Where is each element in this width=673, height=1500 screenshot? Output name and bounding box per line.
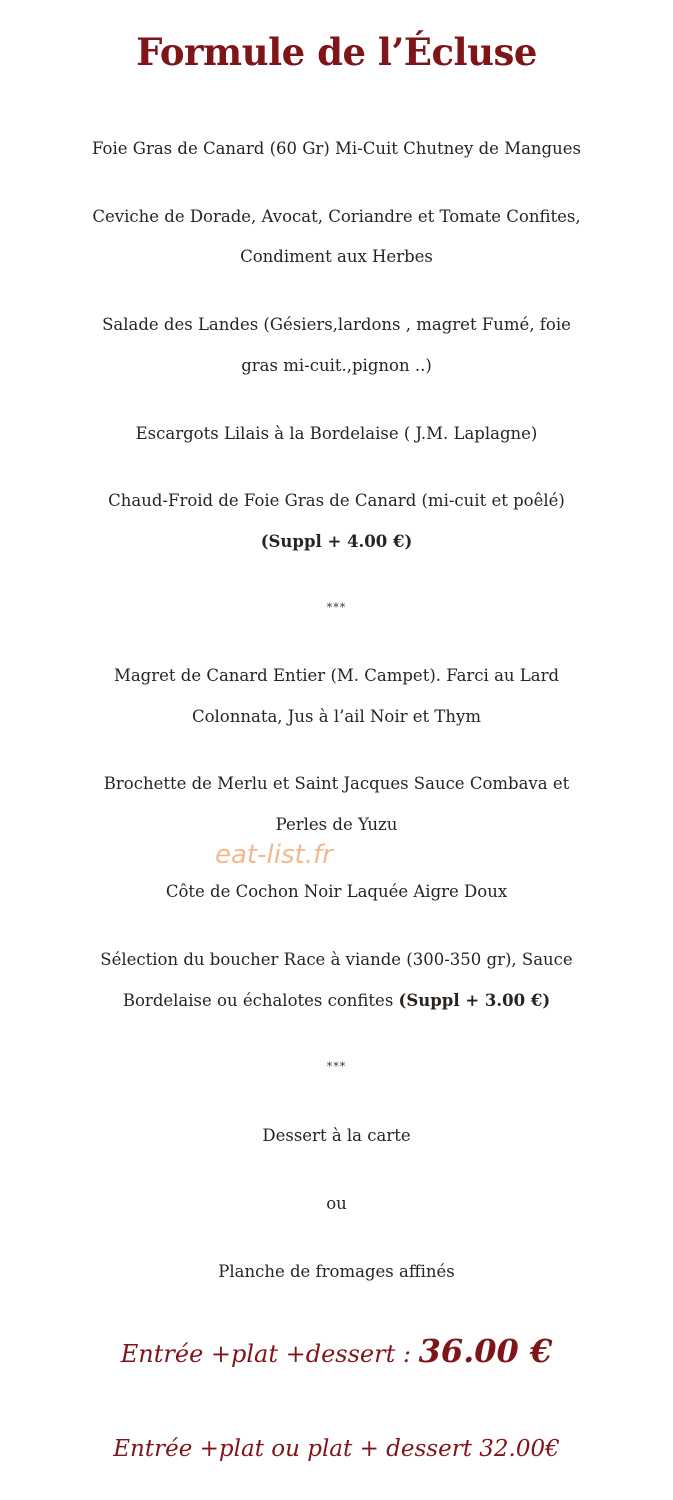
entree-ceviche-line2: Condiment aux Herbes [240,247,433,266]
plat-boucher-line1: Sélection du boucher Race à viande (300-350 gr), Sauce [100,950,573,969]
plat-brochette-line1: Brochette de Merlu et Saint Jacques Sauce Combava et [103,774,570,793]
section-separator-2: *** [326,1060,347,1073]
dessert-or: ou [326,1194,347,1213]
plat-cochon: Côte de Cochon Noir Laquée Aigre Doux [165,882,508,901]
watermark-logo: eat-list.fr [215,840,333,870]
menu-title: Formule de l’Écluse [136,30,537,74]
plat-brochette-line2: Perles de Yuzu [275,815,398,834]
dessert-carte: Dessert à la carte [262,1126,411,1145]
plat-boucher-supplement: (Suppl + 3.00 €) [398,991,551,1010]
entree-salade-line2: gras mi-cuit.,pignon ..) [241,356,432,375]
entree-escargots: Escargots Lilais à la Bordelaise ( J.M. Laplagne) [135,424,538,443]
plat-magret-line2: Colonnata, Jus à l’ail Noir et Thym [191,707,482,726]
section-separator-1: *** [326,601,347,614]
entree-foie-gras: Foie Gras de Canard (60 Gr) Mi-Cuit Chutney de Mangues [92,139,581,158]
plat-boucher-line2-text: Bordelaise ou échalotes confites [122,991,399,1010]
plat-magret-line1: Magret de Canard Entier (M. Campet). Farci au Lard [113,666,560,685]
formula-price-full-amount: 36.00 € [418,1332,553,1370]
entree-salade-line1: Salade des Landes (Gésiers,lardons , magret Fumé, foie [102,315,571,334]
entree-ceviche-line1: Ceviche de Dorade, Avocat, Coriandre et Tomate Confites, [92,207,581,226]
entree-chaud-froid: Chaud-Froid de Foie Gras de Canard (mi-cuit et poêlé) [108,491,565,510]
formula-price-full [0,1332,673,1370]
plat-boucher-line2 [0,990,673,1012]
dessert-fromages: Planche de fromages affinés [218,1262,455,1281]
entree-chaud-froid-supplement: (Suppl + 4.00 €) [260,532,413,551]
formula-price-partial: Entrée +plat ou plat + dessert 32.00€ [113,1436,560,1462]
formula-price-full-label: Entrée +plat +dessert : [120,1340,419,1368]
